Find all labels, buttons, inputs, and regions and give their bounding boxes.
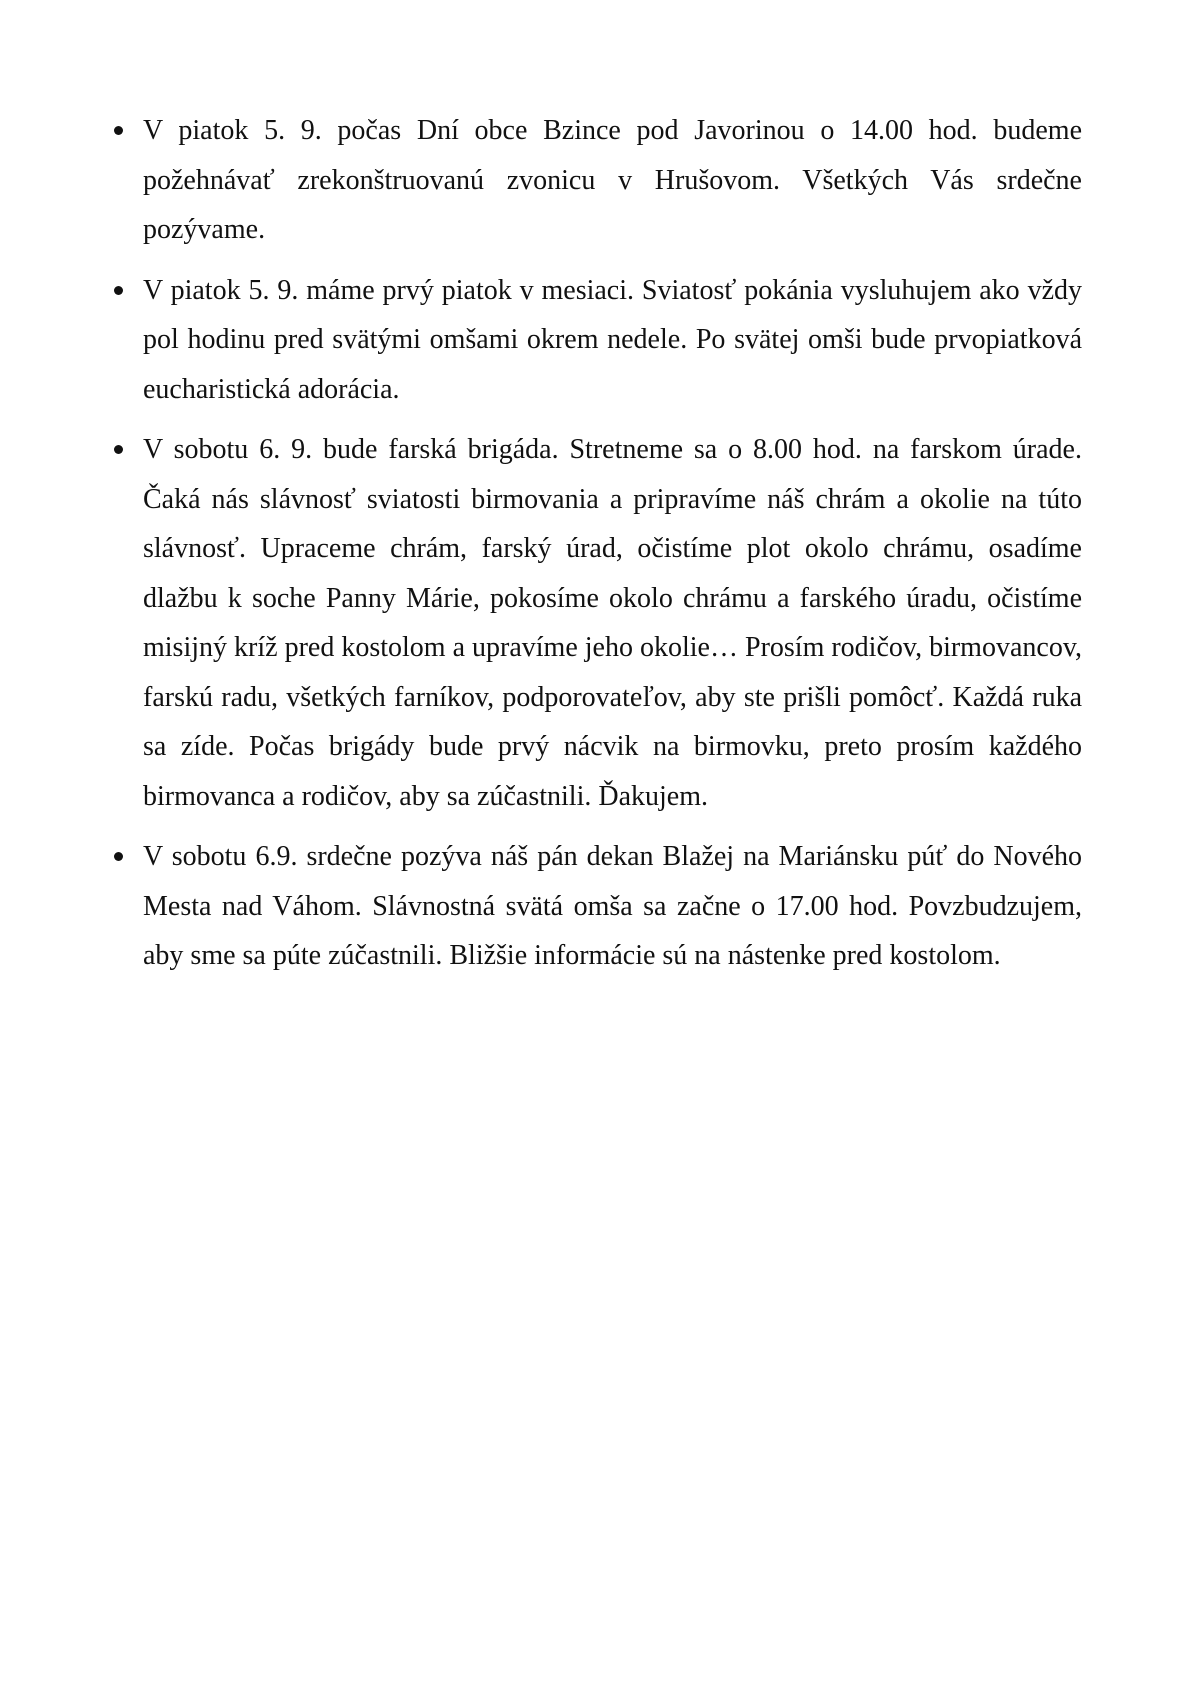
list-item <box>112 106 1082 255</box>
bullet-icon <box>114 286 123 295</box>
announcement-text: V sobotu 6.9. srdečne pozýva náš pán dekan Blažej na Mariánsku púť do Nového Mesta nad Váhom. Slávnostná svätá omša sa začne o 17.00 hod. Povzbudzujem, aby sme sa púte zúčastnili. Bližšie informácie sú na nástenke pred kostolom. <box>143 841 1082 971</box>
bullet-icon <box>114 445 123 454</box>
announcement-text: V piatok 5. 9. máme prvý piatok v mesiaci. Sviatosť pokánia vysluhujem ako vždy pol hodinu pred svätými omšami okrem nedele. Po svätej omši bude prvopiatková eucharistická adorácia. <box>143 274 1082 405</box>
bullet-icon <box>114 126 123 135</box>
announcement-list <box>112 106 1082 992</box>
bullet-icon <box>114 852 123 861</box>
list-item <box>112 832 1082 981</box>
announcement-text: V piatok 5. 9. počas Dní obce Bzince pod Javorinou o 14.00 hod. budeme požehnávať zrekonštruovanú zvonicu v Hrušovom. Všetkých Vás srdečne pozývame. <box>143 115 1082 245</box>
list-item <box>112 266 1082 415</box>
list-item <box>112 425 1082 821</box>
announcement-text: V sobotu 6. 9. bude farská brigáda. Stretneme sa o 8.00 hod. na farskom úrade. Čaká nás slávnosť sviatosti birmovania a pripravíme náš chrám a okolie na túto slávnosť. Upraceme chrám, farský úrad, očistíme plot okolo chrámu, osadíme dlažbu k soche Panny Márie, pokosíme okolo chrámu a farského úradu, očistíme misijný kríž pred kostolom a upravíme jeho okolie… Prosím rodičov, birmovancov, farskú radu, všetkých farníkov, podporovateľov, aby ste prišli pomôcť. Každá ruka sa zíde. Počas brigády bude prvý nácvik na birmovku, preto prosím každého birmovanca a rodičov, aby sa zúčastnili. Ďakujem. <box>143 434 1082 812</box>
